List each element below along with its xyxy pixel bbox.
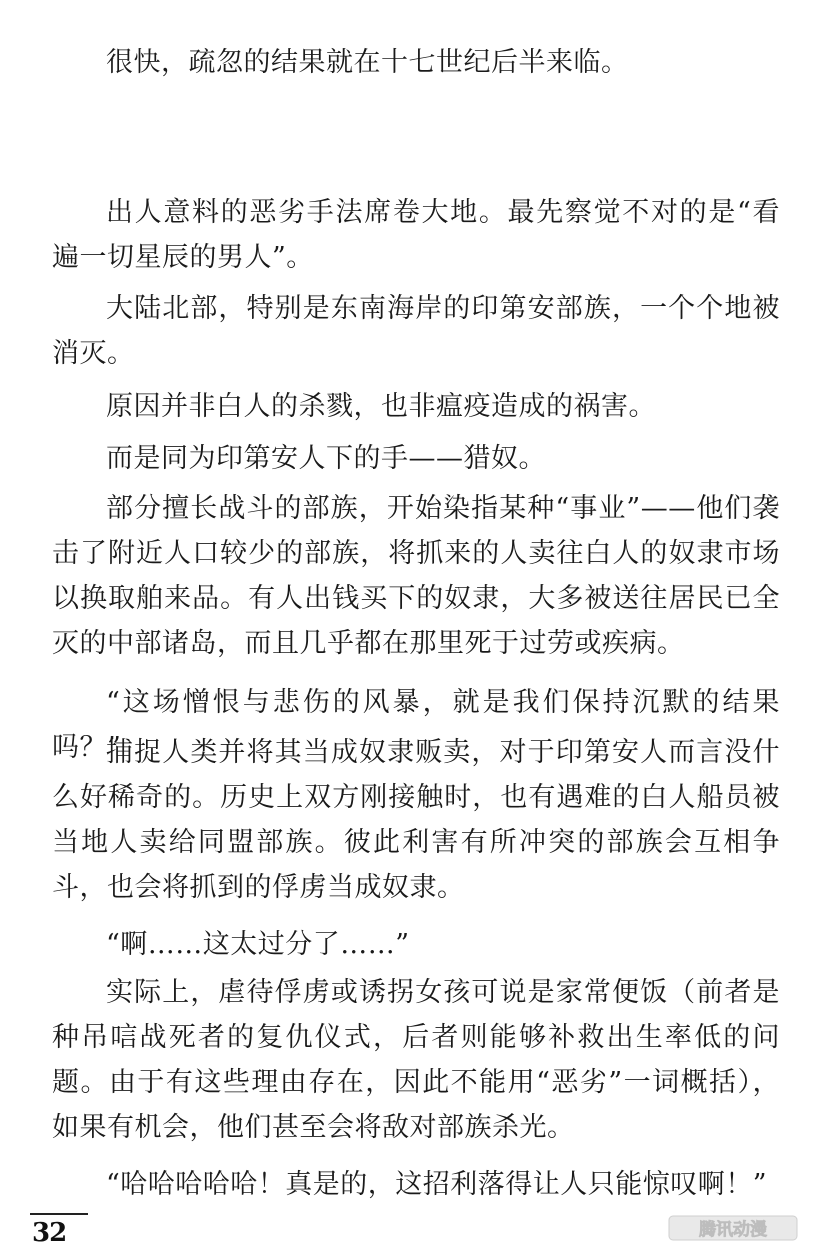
paragraph-2: 出人意料的恶劣手法席卷大地。最先察觉不对的是“看遍一切星辰的男人”。 — [52, 197, 780, 273]
watermark-icon — [668, 1213, 798, 1243]
paragraph-4: 原因并非白人的杀戮，也非瘟疫造成的祸害。 — [106, 391, 656, 422]
watermark-logo — [668, 1213, 798, 1243]
paragraph-5: 而是同为印第安人下的手——猎奴。 — [106, 443, 546, 474]
page-number: 32 — [32, 1218, 67, 1248]
paragraph-8: 捕捉人类并将其当成奴隶贩卖，对于印第安人而言没什么好稀奇的。历史上双方刚接触时，也有遇难的白人船员被当地人卖给同盟部族。彼此利害有所冲突的部族会互相争斗，也会将抓到的俘虏当成奴隶。 — [52, 737, 780, 903]
svg-text:腾讯动漫: 腾讯动漫 — [699, 1220, 767, 1240]
paragraph-7: “这场憎恨与悲伤的风暴，就是我们保持沉默的结果吗？” — [52, 687, 780, 763]
paragraph-10: 实际上，虐待俘虏或诱拐女孩可说是家常便饭（前者是种吊唁战死者的复仇仪式，后者则能够补救出生率低的问题。由于有这些理由存在，因此不能用“恶劣”一词概括），如果有机会，他们甚至会将敌对部族杀光。 — [52, 977, 780, 1143]
paragraph-11: “哈哈哈哈哈！真是的，这招利落得让人只能惊叹啊！” — [106, 1169, 768, 1200]
paragraph-3: 大陆北部，特别是东南海岸的印第安部族，一个个地被消灭。 — [52, 293, 780, 369]
paragraph-1: 很快，疏忽的结果就在十七世纪后半来临。 — [106, 47, 629, 78]
footer-divider — [30, 1213, 88, 1215]
paragraph-6: 部分擅长战斗的部族，开始染指某种“事业”——他们袭击了附近人口较少的部族，将抓来的人卖往白人的奴隶市场以换取舶来品。有人出钱买下的奴隶，大多被送往居民已全灭的中部诸岛，而且几乎都在那里死于过劳或疾病。 — [52, 493, 780, 659]
paragraph-9: “啊……这太过分了……” — [106, 929, 410, 960]
